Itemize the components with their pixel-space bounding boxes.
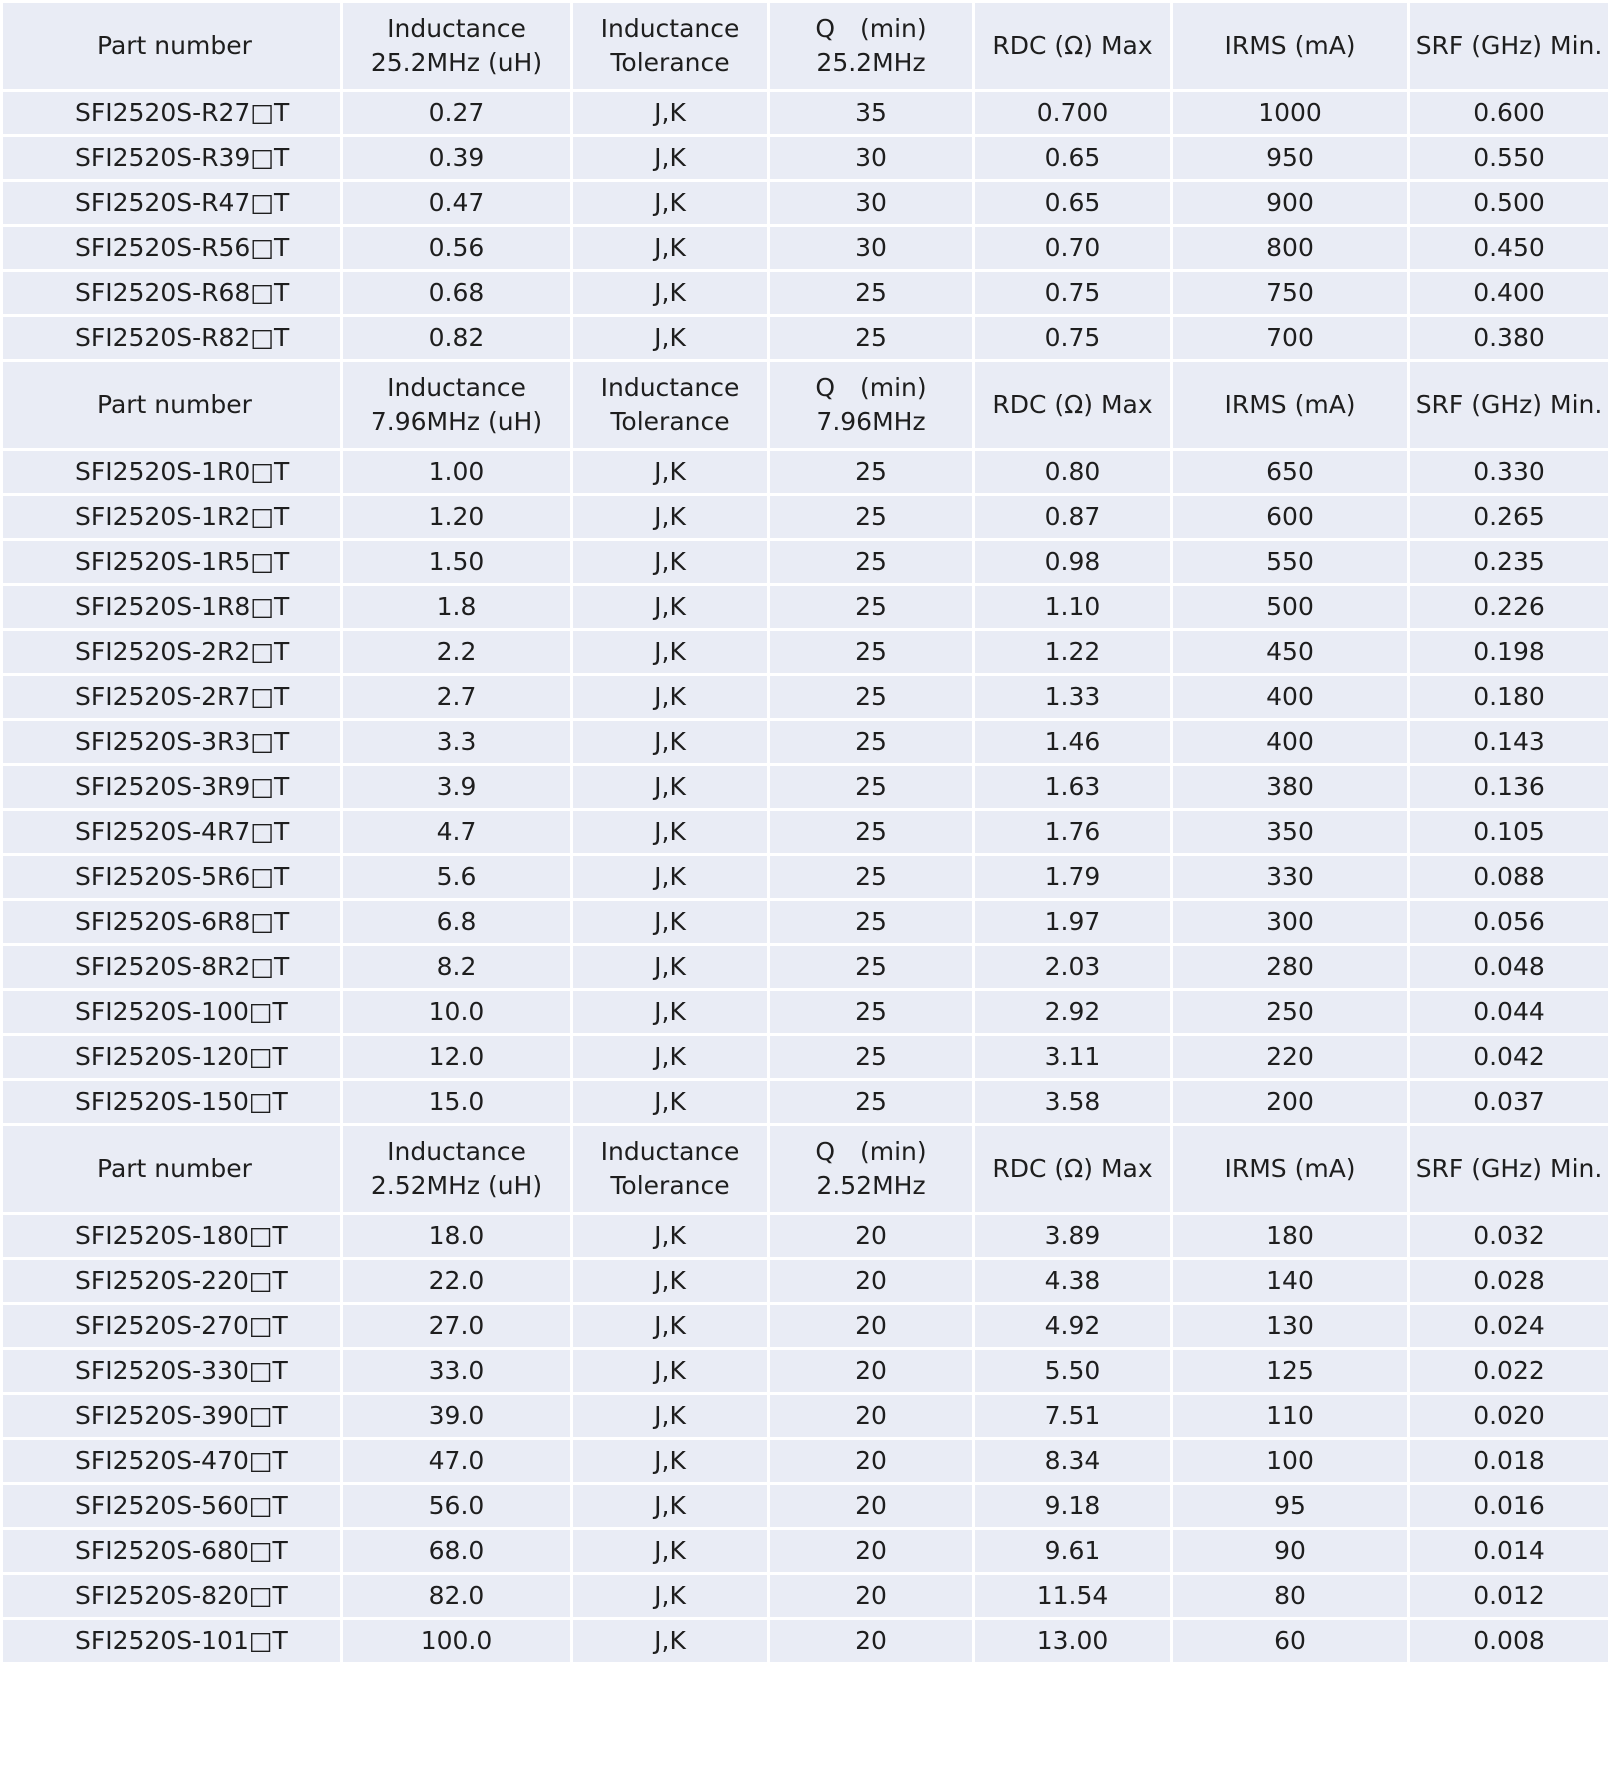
section-header-row <box>2 361 1610 450</box>
cell-part-number: SFI2520S-390□T <box>2 1394 342 1439</box>
cell-rdc-max: 1.33 <box>974 675 1172 720</box>
cell-srf-min: 0.042 <box>1409 1035 1610 1080</box>
cell-inductance: 68.0 <box>342 1529 572 1574</box>
cell-inductance: 1.8 <box>342 585 572 630</box>
table-row <box>2 810 1610 855</box>
section-header-row <box>2 2 1610 91</box>
cell-irms: 110 <box>1172 1394 1409 1439</box>
cell-srf-min: 0.020 <box>1409 1394 1610 1439</box>
cell-irms: 1000 <box>1172 91 1409 136</box>
table-row <box>2 181 1610 226</box>
cell-inductance: 10.0 <box>342 990 572 1035</box>
cell-inductance: 15.0 <box>342 1080 572 1125</box>
cell-srf-min: 0.022 <box>1409 1349 1610 1394</box>
column-header-tolerance: Inductance Tolerance <box>572 361 769 450</box>
cell-rdc-max: 1.76 <box>974 810 1172 855</box>
cell-q-min: 30 <box>769 136 974 181</box>
cell-inductance: 2.2 <box>342 630 572 675</box>
cell-q-min: 20 <box>769 1259 974 1304</box>
cell-rdc-max: 7.51 <box>974 1394 1172 1439</box>
cell-srf-min: 0.265 <box>1409 495 1610 540</box>
table-row <box>2 855 1610 900</box>
table-row <box>2 675 1610 720</box>
cell-inductance: 100.0 <box>342 1619 572 1664</box>
cell-inductance: 0.82 <box>342 316 572 361</box>
cell-inductance: 8.2 <box>342 945 572 990</box>
cell-rdc-max: 3.89 <box>974 1214 1172 1259</box>
cell-srf-min: 0.016 <box>1409 1484 1610 1529</box>
cell-srf-min: 0.198 <box>1409 630 1610 675</box>
cell-irms: 900 <box>1172 181 1409 226</box>
cell-srf-min: 0.044 <box>1409 990 1610 1035</box>
cell-part-number: SFI2520S-3R3□T <box>2 720 342 765</box>
cell-part-number: SFI2520S-5R6□T <box>2 855 342 900</box>
cell-tolerance: J,K <box>572 226 769 271</box>
cell-inductance: 3.3 <box>342 720 572 765</box>
cell-rdc-max: 3.11 <box>974 1035 1172 1080</box>
cell-q-min: 20 <box>769 1304 974 1349</box>
cell-q-min: 20 <box>769 1574 974 1619</box>
cell-part-number: SFI2520S-330□T <box>2 1349 342 1394</box>
cell-srf-min: 0.048 <box>1409 945 1610 990</box>
cell-rdc-max: 1.97 <box>974 900 1172 945</box>
table-row <box>2 271 1610 316</box>
cell-inductance: 18.0 <box>342 1214 572 1259</box>
cell-inductance: 2.7 <box>342 675 572 720</box>
table-row <box>2 1529 1610 1574</box>
column-header-inductance: Inductance 7.96MHz (uH) <box>342 361 572 450</box>
cell-part-number: SFI2520S-3R9□T <box>2 765 342 810</box>
cell-q-min: 25 <box>769 990 974 1035</box>
table-row <box>2 1484 1610 1529</box>
cell-part-number: SFI2520S-2R2□T <box>2 630 342 675</box>
cell-rdc-max: 1.10 <box>974 585 1172 630</box>
table-row <box>2 720 1610 765</box>
cell-rdc-max: 4.92 <box>974 1304 1172 1349</box>
column-header-rdc-max: RDC (Ω) Max <box>974 361 1172 450</box>
cell-inductance: 0.39 <box>342 136 572 181</box>
cell-inductance: 1.20 <box>342 495 572 540</box>
table-row <box>2 1349 1610 1394</box>
column-header-part-number: Part number <box>2 2 342 91</box>
cell-part-number: SFI2520S-R47□T <box>2 181 342 226</box>
cell-srf-min: 0.450 <box>1409 226 1610 271</box>
cell-irms: 950 <box>1172 136 1409 181</box>
column-header-q-min: Q (min) 2.52MHz <box>769 1125 974 1214</box>
cell-q-min: 20 <box>769 1214 974 1259</box>
cell-irms: 100 <box>1172 1439 1409 1484</box>
cell-q-min: 25 <box>769 945 974 990</box>
cell-part-number: SFI2520S-R68□T <box>2 271 342 316</box>
column-header-irms: IRMS (mA) <box>1172 361 1409 450</box>
cell-irms: 280 <box>1172 945 1409 990</box>
cell-tolerance: J,K <box>572 1035 769 1080</box>
table-row <box>2 1574 1610 1619</box>
cell-tolerance: J,K <box>572 945 769 990</box>
cell-part-number: SFI2520S-150□T <box>2 1080 342 1125</box>
cell-rdc-max: 0.75 <box>974 316 1172 361</box>
cell-inductance: 3.9 <box>342 765 572 810</box>
table-row <box>2 136 1610 181</box>
cell-inductance: 33.0 <box>342 1349 572 1394</box>
cell-tolerance: J,K <box>572 1349 769 1394</box>
cell-part-number: SFI2520S-R56□T <box>2 226 342 271</box>
cell-srf-min: 0.600 <box>1409 91 1610 136</box>
cell-irms: 130 <box>1172 1304 1409 1349</box>
cell-tolerance: J,K <box>572 1304 769 1349</box>
cell-q-min: 30 <box>769 226 974 271</box>
column-header-srf-min: SRF (GHz) Min. <box>1409 361 1610 450</box>
cell-inductance: 0.68 <box>342 271 572 316</box>
cell-srf-min: 0.550 <box>1409 136 1610 181</box>
cell-irms: 380 <box>1172 765 1409 810</box>
table-row <box>2 585 1610 630</box>
cell-irms: 180 <box>1172 1214 1409 1259</box>
column-header-srf-min: SRF (GHz) Min. <box>1409 1125 1610 1214</box>
cell-q-min: 25 <box>769 675 974 720</box>
cell-srf-min: 0.136 <box>1409 765 1610 810</box>
cell-part-number: SFI2520S-2R7□T <box>2 675 342 720</box>
cell-q-min: 25 <box>769 271 974 316</box>
column-header-inductance: Inductance 2.52MHz (uH) <box>342 1125 572 1214</box>
cell-irms: 550 <box>1172 540 1409 585</box>
cell-inductance: 22.0 <box>342 1259 572 1304</box>
cell-irms: 60 <box>1172 1619 1409 1664</box>
cell-inductance: 1.50 <box>342 540 572 585</box>
column-header-q-min: Q (min) 25.2MHz <box>769 2 974 91</box>
column-header-tolerance: Inductance Tolerance <box>572 1125 769 1214</box>
cell-rdc-max: 1.79 <box>974 855 1172 900</box>
cell-q-min: 25 <box>769 316 974 361</box>
column-header-inductance: Inductance 25.2MHz (uH) <box>342 2 572 91</box>
table-row <box>2 900 1610 945</box>
cell-srf-min: 0.235 <box>1409 540 1610 585</box>
cell-q-min: 25 <box>769 495 974 540</box>
cell-srf-min: 0.143 <box>1409 720 1610 765</box>
cell-q-min: 25 <box>769 765 974 810</box>
cell-tolerance: J,K <box>572 900 769 945</box>
table-row <box>2 1304 1610 1349</box>
table-row <box>2 1035 1610 1080</box>
cell-irms: 95 <box>1172 1484 1409 1529</box>
cell-irms: 400 <box>1172 720 1409 765</box>
table-row <box>2 450 1610 495</box>
column-header-rdc-max: RDC (Ω) Max <box>974 2 1172 91</box>
cell-rdc-max: 13.00 <box>974 1619 1172 1664</box>
cell-rdc-max: 5.50 <box>974 1349 1172 1394</box>
cell-rdc-max: 3.58 <box>974 1080 1172 1125</box>
cell-part-number: SFI2520S-101□T <box>2 1619 342 1664</box>
cell-part-number: SFI2520S-220□T <box>2 1259 342 1304</box>
cell-irms: 330 <box>1172 855 1409 900</box>
column-header-irms: IRMS (mA) <box>1172 2 1409 91</box>
cell-irms: 800 <box>1172 226 1409 271</box>
cell-tolerance: J,K <box>572 675 769 720</box>
column-header-irms: IRMS (mA) <box>1172 1125 1409 1214</box>
cell-q-min: 25 <box>769 540 974 585</box>
cell-rdc-max: 1.46 <box>974 720 1172 765</box>
section-header-row <box>2 1125 1610 1214</box>
cell-inductance: 1.00 <box>342 450 572 495</box>
cell-part-number: SFI2520S-270□T <box>2 1304 342 1349</box>
cell-tolerance: J,K <box>572 91 769 136</box>
cell-srf-min: 0.330 <box>1409 450 1610 495</box>
cell-rdc-max: 0.80 <box>974 450 1172 495</box>
cell-inductance: 27.0 <box>342 1304 572 1349</box>
cell-tolerance: J,K <box>572 1439 769 1484</box>
cell-tolerance: J,K <box>572 990 769 1035</box>
cell-part-number: SFI2520S-470□T <box>2 1439 342 1484</box>
column-header-part-number: Part number <box>2 361 342 450</box>
cell-inductance: 0.47 <box>342 181 572 226</box>
cell-tolerance: J,K <box>572 450 769 495</box>
table-body <box>2 2 1610 1664</box>
cell-q-min: 20 <box>769 1394 974 1439</box>
cell-tolerance: J,K <box>572 1394 769 1439</box>
cell-srf-min: 0.018 <box>1409 1439 1610 1484</box>
cell-q-min: 25 <box>769 720 974 765</box>
cell-part-number: SFI2520S-1R5□T <box>2 540 342 585</box>
cell-inductance: 39.0 <box>342 1394 572 1439</box>
cell-tolerance: J,K <box>572 136 769 181</box>
cell-tolerance: J,K <box>572 1619 769 1664</box>
column-header-rdc-max: RDC (Ω) Max <box>974 1125 1172 1214</box>
cell-part-number: SFI2520S-6R8□T <box>2 900 342 945</box>
cell-srf-min: 0.008 <box>1409 1619 1610 1664</box>
cell-srf-min: 0.500 <box>1409 181 1610 226</box>
cell-q-min: 25 <box>769 1080 974 1125</box>
cell-irms: 90 <box>1172 1529 1409 1574</box>
cell-irms: 80 <box>1172 1574 1409 1619</box>
table-row <box>2 765 1610 810</box>
cell-rdc-max: 2.92 <box>974 990 1172 1035</box>
cell-inductance: 47.0 <box>342 1439 572 1484</box>
cell-rdc-max: 11.54 <box>974 1574 1172 1619</box>
cell-srf-min: 0.226 <box>1409 585 1610 630</box>
cell-rdc-max: 0.75 <box>974 271 1172 316</box>
cell-tolerance: J,K <box>572 495 769 540</box>
table-row <box>2 1394 1610 1439</box>
cell-part-number: SFI2520S-560□T <box>2 1484 342 1529</box>
cell-tolerance: J,K <box>572 720 769 765</box>
cell-irms: 600 <box>1172 495 1409 540</box>
cell-rdc-max: 4.38 <box>974 1259 1172 1304</box>
cell-part-number: SFI2520S-680□T <box>2 1529 342 1574</box>
cell-srf-min: 0.380 <box>1409 316 1610 361</box>
cell-tolerance: J,K <box>572 271 769 316</box>
cell-part-number: SFI2520S-100□T <box>2 990 342 1035</box>
cell-srf-min: 0.105 <box>1409 810 1610 855</box>
cell-tolerance: J,K <box>572 585 769 630</box>
cell-part-number: SFI2520S-8R2□T <box>2 945 342 990</box>
cell-irms: 350 <box>1172 810 1409 855</box>
cell-q-min: 25 <box>769 900 974 945</box>
cell-part-number: SFI2520S-120□T <box>2 1035 342 1080</box>
cell-tolerance: J,K <box>572 810 769 855</box>
cell-tolerance: J,K <box>572 630 769 675</box>
cell-tolerance: J,K <box>572 181 769 226</box>
cell-tolerance: J,K <box>572 1259 769 1304</box>
cell-q-min: 30 <box>769 181 974 226</box>
cell-irms: 250 <box>1172 990 1409 1035</box>
cell-rdc-max: 1.63 <box>974 765 1172 810</box>
cell-irms: 140 <box>1172 1259 1409 1304</box>
cell-part-number: SFI2520S-1R0□T <box>2 450 342 495</box>
cell-rdc-max: 9.61 <box>974 1529 1172 1574</box>
cell-srf-min: 0.056 <box>1409 900 1610 945</box>
table-row <box>2 630 1610 675</box>
cell-srf-min: 0.028 <box>1409 1259 1610 1304</box>
table-row <box>2 1214 1610 1259</box>
column-header-srf-min: SRF (GHz) Min. <box>1409 2 1610 91</box>
cell-tolerance: J,K <box>572 1214 769 1259</box>
cell-inductance: 0.27 <box>342 91 572 136</box>
cell-inductance: 5.6 <box>342 855 572 900</box>
cell-irms: 400 <box>1172 675 1409 720</box>
table-row <box>2 91 1610 136</box>
cell-q-min: 35 <box>769 91 974 136</box>
cell-srf-min: 0.032 <box>1409 1214 1610 1259</box>
cell-tolerance: J,K <box>572 316 769 361</box>
cell-srf-min: 0.180 <box>1409 675 1610 720</box>
cell-rdc-max: 8.34 <box>974 1439 1172 1484</box>
table-row <box>2 945 1610 990</box>
cell-q-min: 25 <box>769 450 974 495</box>
cell-part-number: SFI2520S-820□T <box>2 1574 342 1619</box>
cell-q-min: 20 <box>769 1529 974 1574</box>
column-header-q-min: Q (min) 7.96MHz <box>769 361 974 450</box>
cell-rdc-max: 0.65 <box>974 136 1172 181</box>
cell-irms: 700 <box>1172 316 1409 361</box>
cell-rdc-max: 0.98 <box>974 540 1172 585</box>
cell-irms: 300 <box>1172 900 1409 945</box>
cell-irms: 450 <box>1172 630 1409 675</box>
cell-inductance: 56.0 <box>342 1484 572 1529</box>
cell-irms: 500 <box>1172 585 1409 630</box>
cell-srf-min: 0.088 <box>1409 855 1610 900</box>
table-row <box>2 226 1610 271</box>
cell-part-number: SFI2520S-1R8□T <box>2 585 342 630</box>
cell-rdc-max: 1.22 <box>974 630 1172 675</box>
cell-srf-min: 0.012 <box>1409 1574 1610 1619</box>
cell-tolerance: J,K <box>572 1484 769 1529</box>
cell-irms: 125 <box>1172 1349 1409 1394</box>
table-row <box>2 316 1610 361</box>
cell-rdc-max: 0.65 <box>974 181 1172 226</box>
cell-inductance: 6.8 <box>342 900 572 945</box>
table-row <box>2 495 1610 540</box>
cell-tolerance: J,K <box>572 855 769 900</box>
cell-q-min: 20 <box>769 1349 974 1394</box>
cell-inductance: 12.0 <box>342 1035 572 1080</box>
cell-rdc-max: 0.87 <box>974 495 1172 540</box>
cell-inductance: 82.0 <box>342 1574 572 1619</box>
cell-q-min: 20 <box>769 1484 974 1529</box>
cell-q-min: 25 <box>769 810 974 855</box>
cell-irms: 200 <box>1172 1080 1409 1125</box>
cell-srf-min: 0.024 <box>1409 1304 1610 1349</box>
cell-tolerance: J,K <box>572 1080 769 1125</box>
table-row <box>2 990 1610 1035</box>
cell-part-number: SFI2520S-4R7□T <box>2 810 342 855</box>
cell-rdc-max: 2.03 <box>974 945 1172 990</box>
cell-q-min: 20 <box>769 1439 974 1484</box>
table-row <box>2 540 1610 585</box>
cell-tolerance: J,K <box>572 1529 769 1574</box>
table-row <box>2 1619 1610 1664</box>
cell-srf-min: 0.014 <box>1409 1529 1610 1574</box>
table-row <box>2 1439 1610 1484</box>
cell-rdc-max: 0.700 <box>974 91 1172 136</box>
cell-tolerance: J,K <box>572 540 769 585</box>
cell-part-number: SFI2520S-1R2□T <box>2 495 342 540</box>
cell-srf-min: 0.037 <box>1409 1080 1610 1125</box>
cell-inductance: 4.7 <box>342 810 572 855</box>
cell-q-min: 25 <box>769 585 974 630</box>
cell-q-min: 25 <box>769 630 974 675</box>
cell-inductance: 0.56 <box>342 226 572 271</box>
cell-rdc-max: 9.18 <box>974 1484 1172 1529</box>
cell-irms: 650 <box>1172 450 1409 495</box>
cell-tolerance: J,K <box>572 1574 769 1619</box>
cell-irms: 750 <box>1172 271 1409 316</box>
cell-part-number: SFI2520S-R27□T <box>2 91 342 136</box>
table-row <box>2 1080 1610 1125</box>
cell-tolerance: J,K <box>572 765 769 810</box>
column-header-tolerance: Inductance Tolerance <box>572 2 769 91</box>
cell-q-min: 25 <box>769 855 974 900</box>
table-row <box>2 1259 1610 1304</box>
cell-part-number: SFI2520S-180□T <box>2 1214 342 1259</box>
cell-part-number: SFI2520S-R39□T <box>2 136 342 181</box>
cell-srf-min: 0.400 <box>1409 271 1610 316</box>
cell-q-min: 25 <box>769 1035 974 1080</box>
cell-rdc-max: 0.70 <box>974 226 1172 271</box>
cell-q-min: 20 <box>769 1619 974 1664</box>
cell-irms: 220 <box>1172 1035 1409 1080</box>
cell-part-number: SFI2520S-R82□T <box>2 316 342 361</box>
column-header-part-number: Part number <box>2 1125 342 1214</box>
